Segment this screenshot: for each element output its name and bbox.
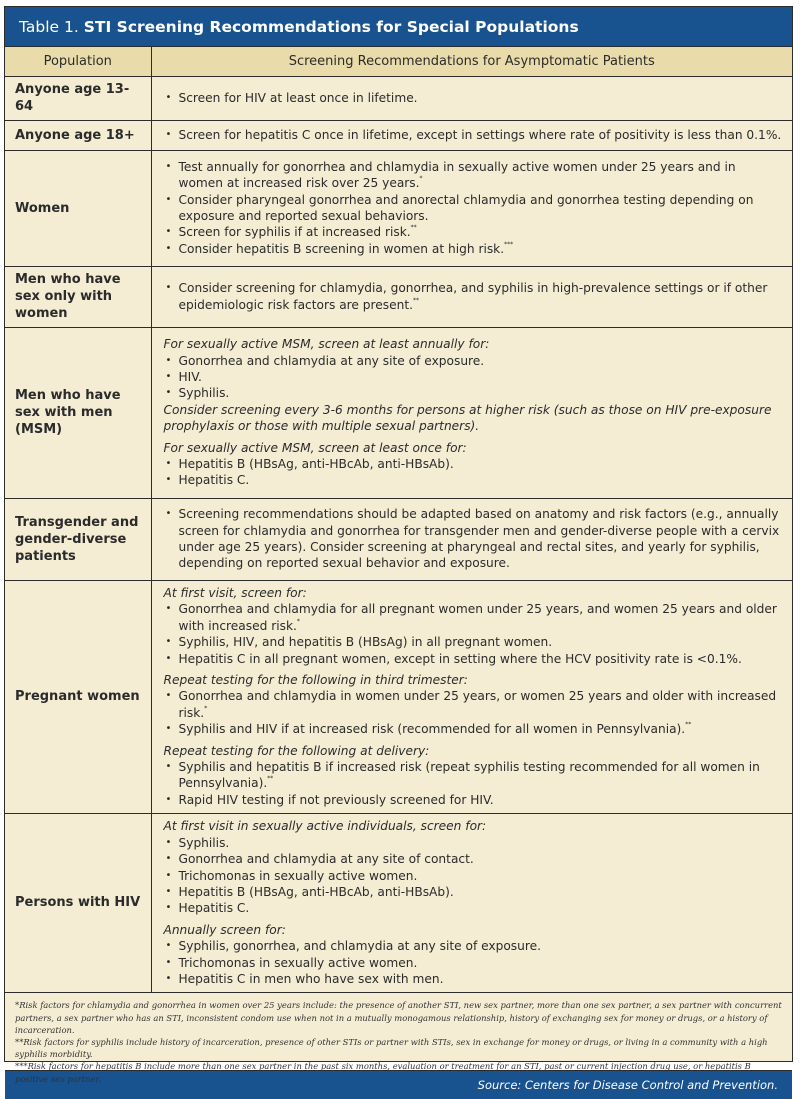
table-row (5, 267, 792, 328)
recommendation-text: Gonorrhea and chlamydia in women under 25 years, or women 25 years and older with increased risk. (178, 689, 777, 720)
footnote-2: **Risk factors for syphilis include history of incarceration, presence of other STIs or partner with STIs, sex in exchange for money or drugs, or living in a community with a high syphilis morbidity. (15, 1036, 768, 1060)
footnote-3: ***Risk factors for hepatitis B include more than one sex partner in the past six months, evaluation or treatment for an STI, past or current injection drug use, or hepatitis B positive sex partner. (15, 1061, 751, 1084)
recommendation-item (164, 792, 783, 808)
recommendation-item (164, 900, 783, 916)
table-row (5, 328, 792, 499)
recommendation-text: Syphilis. (178, 835, 230, 850)
recommendations-cell (151, 814, 792, 993)
recommendation-text: HIV. (178, 369, 202, 384)
population-label: Women (15, 200, 70, 216)
recommendation-section (164, 672, 783, 738)
recommendation-section (164, 440, 783, 489)
footnote-marker: ** (410, 224, 417, 232)
recommendation-list (164, 159, 783, 257)
recommendations-cell (151, 267, 792, 328)
recommendation-text: Consider screening for chlamydia, gonorrhea, and syphilis in high-prevalence settings or if other epidemiologic risk factors are present. (178, 281, 768, 312)
recommendation-list (164, 353, 783, 402)
recommendation-section (164, 922, 783, 988)
recommendation-text: Consider pharyngeal gonorrhea and anorectal chlamydia and gonorrhea testing depending on exposure and reported sexual behaviors. (178, 192, 754, 223)
recommendation-item (164, 884, 783, 900)
recommendation-item (164, 385, 783, 401)
recommendation-section (164, 127, 783, 143)
population-cell (5, 77, 151, 121)
section-lead: At first visit, screen for: (163, 586, 307, 600)
recommendation-list (164, 456, 783, 489)
recommendation-section (164, 506, 783, 572)
recommendation-item (164, 224, 783, 240)
population-cell (5, 151, 151, 267)
table-title-main: STI Screening Recommendations for Special Populations (83, 18, 579, 36)
population-label: Pregnant women (15, 689, 140, 705)
recommendation-section (164, 818, 783, 916)
recommendation-item (164, 127, 783, 143)
footnotes (5, 993, 792, 1084)
recommendation-list (164, 506, 783, 572)
recommendation-item (164, 851, 783, 867)
population-cell (5, 814, 151, 993)
recommendation-text: Syphilis and hepatitis B if increased risk (repeat syphilis testing recommended for all women in Pennsylvania). (178, 760, 760, 791)
table-row (5, 151, 792, 267)
recommendation-item (164, 955, 783, 971)
population-label: Persons with HIV (15, 895, 141, 911)
recommendation-section (164, 585, 783, 667)
recommendation-item (164, 280, 783, 313)
recommendation-item (164, 353, 783, 369)
table-title (5, 7, 792, 47)
recommendation-item (164, 472, 783, 488)
recommendation-item (164, 456, 783, 472)
recommendations-cell (151, 151, 792, 267)
footnote-marker: ** (685, 721, 692, 729)
section-lead: Repeat testing for the following in third trimester: (163, 673, 468, 688)
recommendation-item (164, 241, 783, 257)
footnote-marker: ** (267, 775, 274, 783)
population-cell (5, 499, 151, 581)
recommendation-text: Screen for syphilis if at increased risk. (178, 225, 411, 240)
section-lead: At first visit in sexually active individuals, screen for: (163, 819, 487, 834)
recommendation-item (164, 938, 783, 954)
section-lead: Annually screen for: (163, 922, 286, 937)
recommendation-item (164, 759, 783, 792)
recommendations-cell (151, 581, 792, 814)
section-note: Consider screening every 3-6 months for persons at higher risk (such as those on HIV pre-exposure prophylaxis or those with multiple sexual partners). (163, 402, 772, 434)
recommendation-text: Hepatitis C in all pregnant women, except in setting where the HCV positivity rate is <0.1%. (178, 651, 742, 666)
recommendation-item (164, 90, 783, 106)
recommendation-item (164, 835, 783, 851)
footnote-marker: * (204, 704, 208, 712)
section-lead: For sexually active MSM, screen at least annually for: (163, 337, 490, 352)
recommendation-text: Hepatitis B (HBsAg, anti-HBcAb, anti-HBsAb). (178, 884, 454, 899)
population-cell (5, 581, 151, 814)
recommendation-text: Trichomonas in sexually active women. (178, 868, 418, 883)
recommendation-text: Test annually for gonorrhea and chlamydia in sexually active women under 25 years and in women at increased risk over 25 years. (178, 159, 736, 191)
footnote-1: *Risk factors for chlamydia and gonorrhea in women over 25 years include: the presence of another STI, new sex partner, more than one sex partner, a sex partner with concurrent partners, a sex partner who has an STI, inconsistent condom use when not in a mutually monogamous relationship, history of exchanging sex for money or drugs, or a history of incarceration. (15, 1000, 782, 1035)
section-lead: For sexually active MSM, screen at least once for: (163, 440, 467, 455)
population-label: Men who have sex with men (MSM) (15, 388, 121, 437)
recommendation-section (164, 90, 783, 106)
recommendation-text: Hepatitis C in men who have sex with men. (178, 971, 444, 986)
recommendation-section (164, 336, 783, 434)
table-row (5, 581, 792, 814)
recommendation-text: Trichomonas in sexually active women. (178, 955, 418, 970)
footnote-marker: ** (413, 296, 420, 304)
recommendation-text: Screening recommendations should be adapted based on anatomy and risk factors (e.g., annually screen for chlamydia and gonorrhea for transgender men and gender-diverse people with a cervix under age 25 years). Consider screening at pharyngeal and rectal sites, and yearly for syphilis, depending on reported sexual behavior and exposure. (178, 507, 780, 571)
recommendations-cell (151, 499, 792, 581)
recommendation-item (164, 159, 783, 192)
column-header-population: Population (5, 47, 151, 77)
sti-screening-table (4, 6, 793, 1093)
recommendation-item (164, 369, 783, 385)
table-row (5, 499, 792, 581)
recommendation-item (164, 192, 783, 225)
recommendation-text: Syphilis. (178, 386, 230, 401)
recommendation-item (164, 506, 783, 572)
population-label: Anyone age 18+ (15, 127, 135, 143)
footnote-marker: * (296, 617, 300, 625)
recommendation-text: Syphilis and HIV if at increased risk (recommended for all women in Pennsylvania). (178, 722, 686, 737)
recommendation-text: Gonorrhea and chlamydia for all pregnant women under 25 years, and women 25 years and older with increased risk. (178, 602, 777, 633)
recommendation-list (164, 688, 783, 737)
recommendation-list (164, 938, 783, 987)
column-header-recommendations: Screening Recommendations for Asymptomatic Patients (151, 47, 792, 77)
recommendation-list (164, 601, 783, 667)
recommendation-text: Syphilis, HIV, and hepatitis B (HBsAg) in all pregnant women. (178, 635, 553, 650)
recommendation-section (164, 280, 783, 313)
recommendation-section (164, 159, 783, 257)
table-row (5, 77, 792, 121)
population-cell (5, 267, 151, 328)
footnote-marker: * (419, 175, 423, 183)
recommendation-item (164, 688, 783, 721)
recommendation-list (164, 127, 783, 143)
recommendation-text: Gonorrhea and chlamydia at any site of exposure. (178, 353, 485, 368)
section-lead: Repeat testing for the following at delivery: (163, 743, 430, 758)
recommendations-cell (151, 121, 792, 151)
recommendation-item (164, 868, 783, 884)
recommendation-item (164, 634, 783, 650)
recommendation-text: Screen for hepatitis C once in lifetime, except in settings where rate of positivity is less than 0.1%. (178, 127, 782, 142)
recommendations-table (5, 47, 792, 993)
recommendation-list (164, 280, 783, 313)
population-label: Transgender and gender-diverse patients (15, 514, 139, 564)
recommendation-text: Screen for HIV at least once in lifetime. (178, 90, 418, 105)
recommendation-item (164, 721, 783, 737)
population-cell (5, 328, 151, 499)
recommendation-section (164, 743, 783, 809)
recommendation-text: Consider hepatitis B screening in women at high risk. (178, 241, 505, 256)
recommendations-cell (151, 77, 792, 121)
recommendation-list (164, 835, 783, 917)
footnote-marker: *** (504, 240, 514, 248)
recommendation-text: Hepatitis B (HBsAg, anti-HBcAb, anti-HBsAb). (178, 457, 454, 472)
source-credit: Source: Centers for Disease Control and Prevention. (5, 1071, 792, 1099)
column-header-row (5, 47, 792, 77)
recommendation-list (164, 90, 783, 106)
table-title-prefix: Table 1. (19, 18, 79, 36)
table-row (5, 121, 792, 151)
recommendation-item (164, 601, 783, 634)
recommendation-text: Hepatitis C. (178, 473, 250, 488)
recommendations-cell (151, 328, 792, 499)
table-row (5, 814, 792, 993)
recommendation-text: Gonorrhea and chlamydia at any site of contact. (178, 852, 474, 867)
recommendation-text: Hepatitis C. (178, 901, 250, 916)
population-label: Men who have sex only with women (15, 272, 121, 321)
recommendation-list (164, 759, 783, 808)
population-label: Anyone age 13-64 (15, 82, 130, 114)
population-cell (5, 121, 151, 151)
recommendation-text: Syphilis, gonorrhea, and chlamydia at any site of exposure. (178, 939, 541, 954)
recommendation-item (164, 971, 783, 987)
recommendation-item (164, 651, 783, 667)
recommendation-text: Rapid HIV testing if not previously screened for HIV. (178, 792, 494, 807)
